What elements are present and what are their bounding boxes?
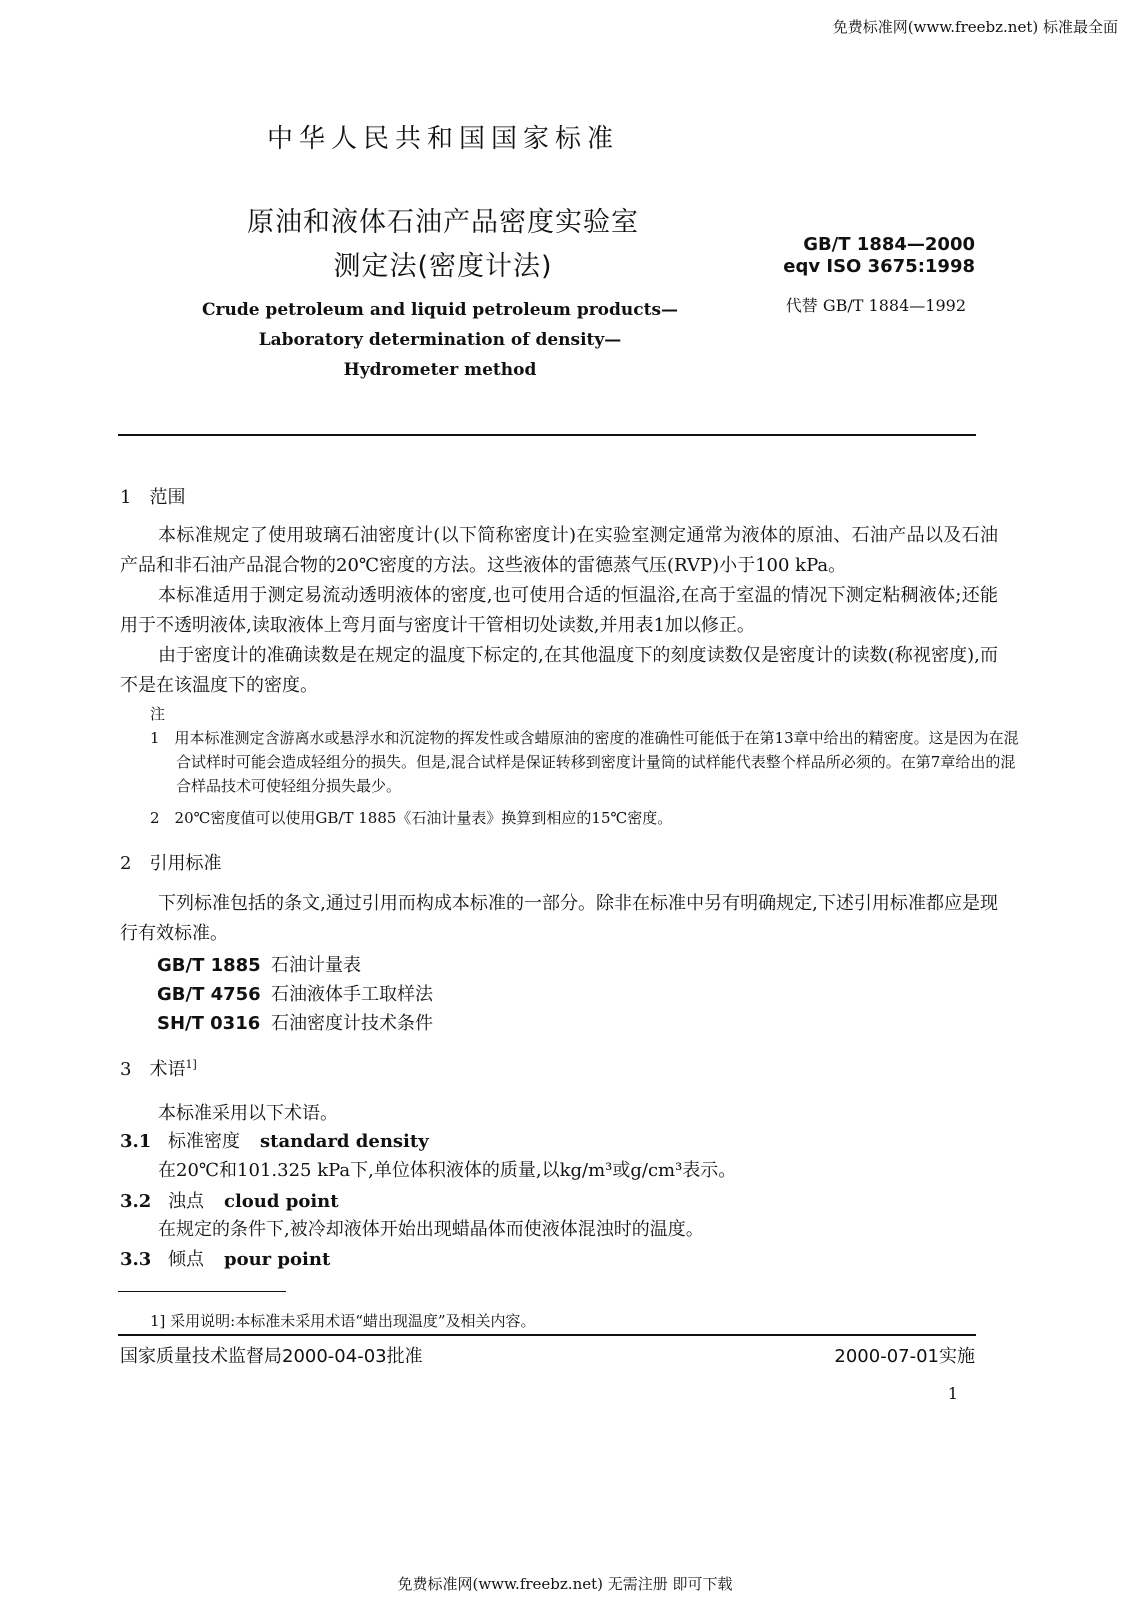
reference-code: GB/T 4756 — [157, 984, 261, 1005]
section-1-paragraph-1: 本标准规定了使用玻璃石油密度计(以下简称密度计)在实验室测定通常为液体的原油、石油产品以及石油产品和非石油产品混合物的20℃密度的方法。这些液体的雷德蒸气压(RVP)小于100 kPa。 — [120, 525, 998, 576]
replaces-note: 代替 GB/T 1884—1992 — [785, 296, 966, 315]
section-3-intro: 本标准采用以下术语。 — [158, 1103, 338, 1124]
standard-code: GB/T 1884—2000 — [803, 234, 975, 255]
term-english: pour point — [224, 1249, 331, 1270]
term-definition: 在规定的条件下,被冷却液体开始出现蜡晶体而使液体混浊时的温度。 — [158, 1219, 704, 1240]
term-chinese: 倾点 — [168, 1249, 204, 1270]
term-number: 3.3 — [120, 1249, 152, 1270]
section-3-heading — [120, 1055, 197, 1081]
reference-name: 石油液体手工取样法 — [271, 984, 433, 1005]
header-divider — [118, 434, 976, 436]
document-title-line2: 测定法(密度计法) — [333, 251, 553, 282]
iso-equivalent: eqv ISO 3675:1998 — [783, 256, 975, 277]
term-english: cloud point — [224, 1191, 339, 1212]
english-title-line2: Laboratory determination of density— — [258, 330, 622, 350]
section-1-paragraph-3: 由于密度计的准确读数是在规定的温度下标定的,在其他温度下的刻度读数仅是密度计的读数(称视密度),而不是在该温度下的密度。 — [120, 645, 998, 696]
term-chinese: 标准密度 — [168, 1131, 240, 1152]
term-number: 3.1 — [120, 1131, 152, 1152]
term-item — [120, 1127, 429, 1153]
national-standard-title: 中华人民共和国国家标准 — [266, 124, 619, 154]
watermark-top: 免费标准网(www.freebz.net) 标准最全面 — [832, 18, 1118, 36]
term-item — [120, 1245, 330, 1271]
document-title-line1: 原油和液体石油产品密度实验室 — [247, 207, 639, 238]
english-title-line1: Crude petroleum and liquid petroleum products— — [201, 300, 679, 320]
section-3-heading-text: 3 术语 — [120, 1059, 186, 1080]
page-number: 1 — [947, 1384, 958, 1403]
section-2-paragraph: 下列标准包括的条文,通过引用而构成本标准的一部分。除非在标准中另有明确规定,下述引用标准都应是现行有效标准。 — [120, 893, 998, 944]
approval-date: 国家质量技术监督局2000-04-03批准 — [120, 1346, 423, 1367]
term-chinese: 浊点 — [168, 1191, 204, 1212]
english-title-line3: Hydrometer method — [343, 360, 537, 380]
footnote-text: 1] 采用说明:本标准未采用术语“蜡出现温度”及相关内容。 — [150, 1312, 536, 1330]
reference-name: 石油计量表 — [271, 955, 361, 976]
reference-item — [157, 980, 433, 1006]
effective-date: 2000-07-01实施 — [834, 1346, 975, 1367]
note-1: 1 用本标准测定含游离水或悬浮水和沉淀物的挥发性或含蜡原油的密度的准确性可能低于在第13章中给出的精密度。这是因为在混合试样时可能会造成轻组分的损失。但是,混合试样是保证转移到密度计量筒的试样能代表整个样品所必须的。在第7章给出的混合样品技术可使轻组分损失最少。 — [150, 729, 1019, 795]
watermark-bottom: 免费标准网(www.freebz.net) 无需注册 即可下载 — [397, 1575, 733, 1593]
section-2-heading: 2 引用标准 — [120, 853, 222, 874]
footnote-divider — [118, 1291, 286, 1292]
reference-code: SH/T 0316 — [157, 1013, 261, 1034]
term-number: 3.2 — [120, 1191, 152, 1212]
term-english: standard density — [260, 1131, 429, 1152]
note-label: 注 — [150, 705, 166, 723]
section-1-paragraph-2: 本标准适用于测定易流动透明液体的密度,也可使用合适的恒温浴,在高于室温的情况下测定粘稠液体;还能用于不透明液体,读取液体上弯月面与密度计干管相切处读数,并用表1加以修正。 — [120, 585, 998, 636]
reference-item — [157, 951, 361, 977]
section-1-heading: 1 范围 — [120, 487, 186, 508]
footnote-marker: 1] — [185, 1058, 197, 1071]
reference-item — [157, 1009, 433, 1035]
note-2: 2 20℃密度值可以使用GB/T 1885《石油计量表》换算到相应的15℃密度。 — [150, 809, 673, 827]
term-item — [120, 1187, 339, 1213]
footer-divider — [118, 1334, 976, 1336]
reference-code: GB/T 1885 — [157, 955, 261, 976]
reference-name: 石油密度计技术条件 — [271, 1013, 433, 1034]
term-definition: 在20℃和101.325 kPa下,单位体积液体的质量,以kg/m³或g/cm³表示。 — [158, 1160, 737, 1181]
